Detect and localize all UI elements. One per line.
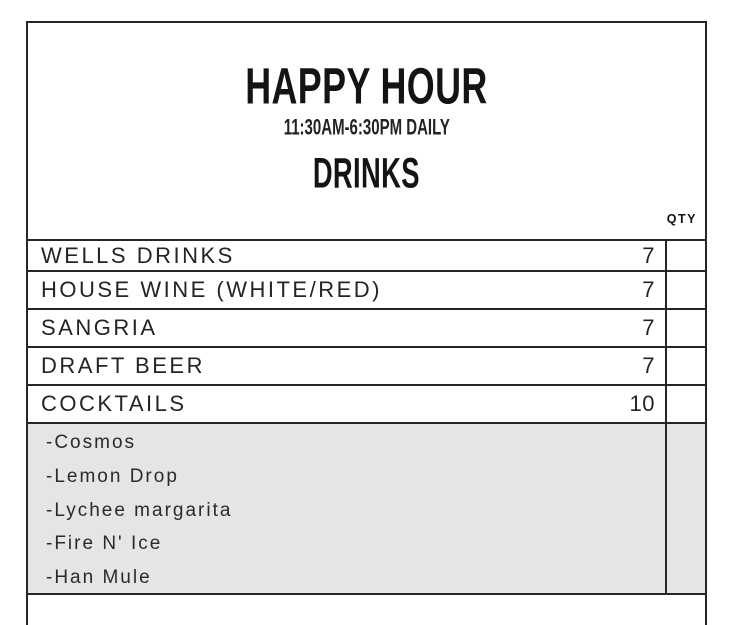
menu-title: HAPPY HOUR [245,57,488,115]
section-wrap [28,139,705,198]
table-row [28,346,705,384]
drinks-table [28,239,705,422]
table-row [28,384,705,422]
menu-footer-space [28,595,705,625]
cocktail-list-item: -Han Mule [46,567,152,589]
item-name: SANGRIA [41,315,158,340]
section-title: DRINKS [312,150,421,198]
item-price: 7 [642,315,655,340]
cocktail-list-item: -Fire N' Ice [46,533,163,555]
item-name: COCKTAILS [41,391,187,416]
item-price: 7 [642,242,655,268]
cocktail-list-item: -Cosmos [46,432,137,453]
item-name: DRAFT BEER [41,353,205,378]
item-price: 10 [629,391,655,416]
menu-header [28,23,705,239]
cocktail-list-item: -Lemon Drop [46,465,179,487]
qty-column-header: QTY [666,212,697,226]
cocktail-qty-column [665,424,705,593]
qty-input-cell[interactable] [665,310,705,346]
cocktail-detail-section [28,422,705,595]
cocktail-list-item: -Lychee margarita [46,499,233,521]
cocktail-list [28,424,665,593]
item-price: 7 [642,277,655,302]
table-row [28,239,705,270]
qty-input-cell[interactable] [665,241,705,270]
happy-hour-menu [26,21,707,625]
title-wrap [28,23,705,115]
item-name: HOUSE WINE (WHITE/RED) [41,277,382,302]
qty-input-cell[interactable] [665,386,705,422]
qty-input-cell[interactable] [665,272,705,308]
item-name: WELLS DRINKS [41,242,235,268]
happy-hour-times: 11:30AM-6:30PM DAILY [283,115,450,141]
item-price: 7 [642,353,655,378]
table-row [28,270,705,308]
qty-input-cell[interactable] [665,348,705,384]
table-row [28,308,705,346]
